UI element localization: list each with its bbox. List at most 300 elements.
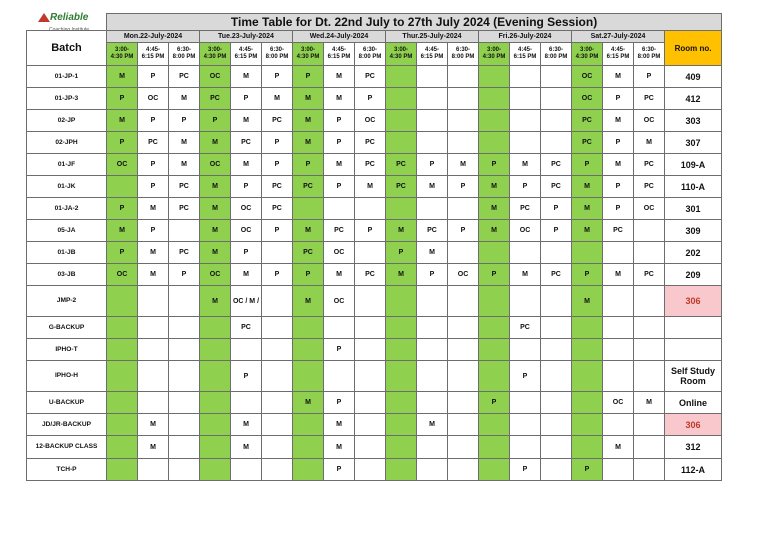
batch-name: 01-JP-1 [27, 66, 107, 88]
subject-cell: P [603, 88, 634, 110]
subject-cell: M [200, 242, 231, 264]
subject-cell: PC [541, 264, 572, 286]
subject-cell [541, 392, 572, 414]
subject-cell [386, 436, 417, 459]
subject-cell [386, 317, 417, 339]
subject-cell [324, 361, 355, 392]
subject-cell: PC [169, 176, 200, 198]
subject-cell [200, 414, 231, 436]
page-title: Time Table for Dt. 22nd July to 27th July 2024 (Evening Session) [107, 14, 722, 31]
subject-cell [262, 459, 293, 481]
subject-cell [541, 110, 572, 132]
time-slot-part: 4:45- [517, 47, 532, 53]
room-cell: 412 [665, 88, 722, 110]
subject-cell: PC [541, 154, 572, 176]
subject-cell: OC [107, 264, 138, 286]
subject-cell: PC [510, 317, 541, 339]
subject-cell [634, 242, 665, 264]
subject-cell [231, 339, 262, 361]
time-slot-part: 3:00- [207, 47, 222, 53]
subject-cell: PC [386, 176, 417, 198]
subject-cell [572, 436, 603, 459]
subject-cell [262, 242, 293, 264]
subject-cell: M [634, 392, 665, 414]
subject-cell [355, 339, 386, 361]
subject-cell [355, 198, 386, 220]
batch-name: 01-JK [27, 176, 107, 198]
subject-cell [107, 286, 138, 317]
subject-cell [448, 459, 479, 481]
subject-cell [510, 286, 541, 317]
subject-cell [107, 459, 138, 481]
time-slot-part: 6:15 PM [327, 54, 351, 60]
subject-cell: PC [634, 176, 665, 198]
subject-cell: M [386, 264, 417, 286]
subject-cell [169, 317, 200, 339]
batch-name: 02-JP [27, 110, 107, 132]
time-slot-part: 4:45- [145, 47, 160, 53]
subject-cell: OC / M / [231, 286, 262, 317]
subject-cell: P [262, 220, 293, 242]
batch-name: 12-BACKUP CLASS [27, 436, 107, 459]
subject-cell [169, 361, 200, 392]
time-slot-header [169, 43, 200, 66]
subject-cell: P [448, 176, 479, 198]
subject-cell [479, 110, 510, 132]
subject-cell [572, 392, 603, 414]
subject-cell [417, 198, 448, 220]
logo-spacer [27, 14, 107, 31]
subject-cell [572, 242, 603, 264]
subject-cell: M [107, 110, 138, 132]
subject-cell: OC [324, 242, 355, 264]
subject-cell: M [572, 176, 603, 198]
table-row [27, 242, 722, 264]
subject-cell [448, 88, 479, 110]
subject-cell: M [169, 132, 200, 154]
subject-cell: P [138, 66, 169, 88]
table-row [27, 88, 722, 110]
subject-cell [541, 88, 572, 110]
timetable-body [27, 66, 722, 481]
room-cell: 303 [665, 110, 722, 132]
time-slot-header [355, 43, 386, 66]
subject-cell: P [231, 361, 262, 392]
subject-cell: PC [541, 176, 572, 198]
subject-cell: P [541, 220, 572, 242]
subject-cell [541, 361, 572, 392]
subject-cell [603, 459, 634, 481]
subject-cell: M [510, 264, 541, 286]
subject-cell [169, 392, 200, 414]
subject-cell: P [107, 242, 138, 264]
subject-cell: P [324, 176, 355, 198]
room-cell [665, 339, 722, 361]
subject-cell [324, 198, 355, 220]
subject-cell [510, 392, 541, 414]
subject-cell: P [355, 220, 386, 242]
time-slot-part: 4:45- [610, 47, 625, 53]
subject-cell: OC [231, 220, 262, 242]
subject-cell: OC [324, 286, 355, 317]
table-row [27, 436, 722, 459]
subject-cell: P [138, 110, 169, 132]
day-header: Mon.22-July-2024 [107, 31, 200, 43]
subject-cell [510, 66, 541, 88]
subject-cell [200, 317, 231, 339]
subject-cell [107, 176, 138, 198]
subject-cell: PC [231, 132, 262, 154]
subject-cell [479, 459, 510, 481]
subject-cell: PC [603, 220, 634, 242]
subject-cell: P [107, 88, 138, 110]
subject-cell: P [169, 264, 200, 286]
subject-cell: M [324, 66, 355, 88]
subject-cell: PC [355, 154, 386, 176]
subject-cell [634, 361, 665, 392]
subject-cell: PC [572, 132, 603, 154]
time-slot-header [448, 43, 479, 66]
subject-cell: P [510, 176, 541, 198]
subject-cell: M [603, 436, 634, 459]
subject-cell: PC [355, 264, 386, 286]
subject-cell [417, 88, 448, 110]
subject-cell: OC [200, 66, 231, 88]
time-slot-header [386, 43, 417, 66]
subject-cell [293, 361, 324, 392]
time-slot-part: 8:00 PM [358, 54, 382, 60]
subject-cell [169, 286, 200, 317]
subject-cell [510, 242, 541, 264]
table-row [27, 339, 722, 361]
room-cell: 306 [665, 414, 722, 436]
batch-name: 01-JF [27, 154, 107, 176]
subject-cell [417, 132, 448, 154]
subject-cell: P [479, 154, 510, 176]
subject-cell: PC [262, 176, 293, 198]
subject-cell: M [138, 414, 169, 436]
day-header: Fri.26-July-2024 [479, 31, 572, 43]
subject-cell [231, 459, 262, 481]
subject-cell: PC [200, 88, 231, 110]
subject-cell: M [603, 66, 634, 88]
time-slot-part: 4:30 PM [575, 54, 599, 60]
time-slot-part: 4:30 PM [482, 54, 506, 60]
subject-cell [293, 414, 324, 436]
subject-cell: OC [355, 110, 386, 132]
subject-cell: M [293, 220, 324, 242]
subject-cell [262, 339, 293, 361]
subject-cell [417, 339, 448, 361]
subject-cell: OC [200, 154, 231, 176]
time-slot-part: 4:30 PM [203, 54, 227, 60]
subject-cell [541, 286, 572, 317]
subject-cell: P [572, 154, 603, 176]
subject-cell: P [572, 459, 603, 481]
table-row [27, 132, 722, 154]
subject-cell [355, 414, 386, 436]
time-slot-part: 6:30- [455, 47, 470, 53]
time-slot-header [200, 43, 231, 66]
subject-cell: M [448, 154, 479, 176]
subject-cell [541, 339, 572, 361]
subject-cell: P [355, 88, 386, 110]
subject-cell [634, 317, 665, 339]
subject-cell: OC [634, 110, 665, 132]
table-row [27, 220, 722, 242]
subject-cell: M [603, 264, 634, 286]
batch-header: Batch [27, 31, 107, 66]
subject-cell [355, 286, 386, 317]
subject-cell [541, 317, 572, 339]
subject-cell: M [324, 88, 355, 110]
subject-cell: P [572, 264, 603, 286]
subject-cell [417, 317, 448, 339]
subject-cell [107, 436, 138, 459]
subject-cell [262, 361, 293, 392]
subject-cell [262, 317, 293, 339]
time-slot-header [107, 43, 138, 66]
batch-name: 01-JA-2 [27, 198, 107, 220]
subject-cell [386, 66, 417, 88]
subject-cell: P [262, 154, 293, 176]
subject-cell: M [324, 414, 355, 436]
subject-cell: M [386, 220, 417, 242]
time-slot-part: 3:00- [579, 47, 594, 53]
subject-cell [386, 339, 417, 361]
subject-cell [386, 414, 417, 436]
time-slot-part: 8:00 PM [544, 54, 568, 60]
subject-cell: PC [293, 176, 324, 198]
table-row [27, 154, 722, 176]
subject-cell: P [231, 88, 262, 110]
batch-name: 05-JA [27, 220, 107, 242]
timetable [26, 13, 722, 481]
subject-cell: M [324, 436, 355, 459]
subject-cell [634, 414, 665, 436]
subject-cell: P [479, 392, 510, 414]
subject-cell [293, 459, 324, 481]
table-row [27, 286, 722, 317]
subject-cell [510, 436, 541, 459]
subject-cell: P [138, 176, 169, 198]
subject-cell: OC [231, 198, 262, 220]
room-header: Room no. [665, 31, 722, 66]
subject-cell: P [417, 264, 448, 286]
subject-cell: M [138, 264, 169, 286]
time-slot-header [262, 43, 293, 66]
subject-cell: P [138, 220, 169, 242]
subject-cell [479, 317, 510, 339]
subject-cell [417, 361, 448, 392]
table-row [27, 264, 722, 286]
subject-cell: PC [262, 110, 293, 132]
subject-cell [355, 392, 386, 414]
subject-cell [572, 361, 603, 392]
subject-cell: P [541, 198, 572, 220]
subject-cell: P [448, 220, 479, 242]
subject-cell [448, 110, 479, 132]
subject-cell: M [293, 88, 324, 110]
subject-cell [634, 339, 665, 361]
subject-cell: P [293, 154, 324, 176]
subject-cell [355, 459, 386, 481]
time-slot-part: 6:30- [362, 47, 377, 53]
room-cell: 209 [665, 264, 722, 286]
subject-cell: P [324, 339, 355, 361]
subject-cell [634, 286, 665, 317]
day-header: Tue.23-July-2024 [200, 31, 293, 43]
subject-cell [200, 436, 231, 459]
subject-cell [541, 414, 572, 436]
subject-cell [541, 66, 572, 88]
subject-cell: M [200, 198, 231, 220]
batch-name: 02-JPH [27, 132, 107, 154]
subject-cell [262, 392, 293, 414]
subject-cell [603, 242, 634, 264]
subject-cell: P [417, 154, 448, 176]
subject-cell [293, 198, 324, 220]
subject-cell: M [169, 154, 200, 176]
subject-cell [293, 339, 324, 361]
subject-cell: M [417, 176, 448, 198]
subject-cell [231, 392, 262, 414]
subject-cell [386, 286, 417, 317]
subject-cell: M [355, 176, 386, 198]
subject-cell [634, 459, 665, 481]
time-slot-part: 6:15 PM [141, 54, 165, 60]
subject-cell: M [138, 436, 169, 459]
subject-cell [200, 361, 231, 392]
subject-cell [107, 317, 138, 339]
subject-cell [479, 132, 510, 154]
subject-cell [510, 414, 541, 436]
subject-cell [448, 242, 479, 264]
room-cell: Self Study Room [665, 361, 722, 392]
subject-cell: PC [634, 88, 665, 110]
time-slot-part: 6:15 PM [606, 54, 630, 60]
subject-cell: P [107, 198, 138, 220]
subject-cell [603, 339, 634, 361]
subject-cell [603, 286, 634, 317]
subject-cell: M [293, 110, 324, 132]
subject-cell: M [231, 414, 262, 436]
subject-cell: P [479, 264, 510, 286]
time-slot-part: 4:45- [331, 47, 346, 53]
time-slot-header [603, 43, 634, 66]
subject-cell: M [479, 176, 510, 198]
subject-cell: M [603, 154, 634, 176]
table-row [27, 317, 722, 339]
time-slot-header [138, 43, 169, 66]
subject-cell [510, 132, 541, 154]
time-slot-part: 8:00 PM [172, 54, 196, 60]
subject-cell [479, 436, 510, 459]
subject-cell: M [417, 242, 448, 264]
table-row [27, 414, 722, 436]
subject-cell [293, 436, 324, 459]
time-slot-part: 3:00- [114, 47, 129, 53]
subject-cell: OC [634, 198, 665, 220]
time-slot-part: 6:30- [548, 47, 563, 53]
subject-cell: P [324, 392, 355, 414]
subject-cell: M [169, 88, 200, 110]
subject-cell [448, 392, 479, 414]
time-slot-part: 4:30 PM [110, 54, 134, 60]
subject-cell [293, 317, 324, 339]
room-cell [665, 317, 722, 339]
subject-cell [324, 317, 355, 339]
subject-cell [386, 198, 417, 220]
table-row [27, 198, 722, 220]
time-slot-part: 8:00 PM [451, 54, 475, 60]
subject-cell [572, 317, 603, 339]
subject-cell: M [107, 220, 138, 242]
time-slot-header [231, 43, 262, 66]
time-slot-part: 3:00- [486, 47, 501, 53]
subject-cell: P [293, 66, 324, 88]
batch-name: 01-JP-3 [27, 88, 107, 110]
subject-cell: P [200, 110, 231, 132]
subject-cell: P [603, 198, 634, 220]
subject-cell [572, 414, 603, 436]
room-cell: 110-A [665, 176, 722, 198]
subject-cell [417, 436, 448, 459]
subject-cell: PC [324, 220, 355, 242]
subject-cell: P [262, 264, 293, 286]
table-row [27, 66, 722, 88]
subject-cell: M [572, 198, 603, 220]
subject-cell: M [200, 132, 231, 154]
subject-cell: M [231, 154, 262, 176]
table-row [27, 392, 722, 414]
subject-cell [448, 317, 479, 339]
subject-cell [417, 392, 448, 414]
subject-cell [169, 459, 200, 481]
time-slot-part: 4:45- [238, 47, 253, 53]
time-slot-part: 6:30- [641, 47, 656, 53]
subject-cell: OC [107, 154, 138, 176]
day-header: Wed.24-July-2024 [293, 31, 386, 43]
subject-cell [603, 414, 634, 436]
subject-cell [448, 286, 479, 317]
time-slot-header [541, 43, 572, 66]
subject-cell [417, 66, 448, 88]
subject-cell: P [386, 242, 417, 264]
subject-cell: M [200, 176, 231, 198]
time-slot-part: 6:15 PM [234, 54, 258, 60]
subject-cell: OC [510, 220, 541, 242]
subject-cell: PC [634, 154, 665, 176]
subject-cell: OC [572, 66, 603, 88]
room-cell: 202 [665, 242, 722, 264]
subject-cell [138, 392, 169, 414]
subject-cell: M [200, 220, 231, 242]
subject-cell [138, 361, 169, 392]
subject-cell: OC [138, 88, 169, 110]
batch-name: U-BACKUP [27, 392, 107, 414]
subject-cell: PC [355, 132, 386, 154]
subject-cell [386, 88, 417, 110]
subject-cell [138, 339, 169, 361]
time-slot-part: 6:15 PM [513, 54, 537, 60]
room-cell: 306 [665, 286, 722, 317]
subject-cell [200, 339, 231, 361]
table-row [27, 110, 722, 132]
subject-cell [541, 436, 572, 459]
subject-cell: P [510, 459, 541, 481]
subject-cell [355, 317, 386, 339]
